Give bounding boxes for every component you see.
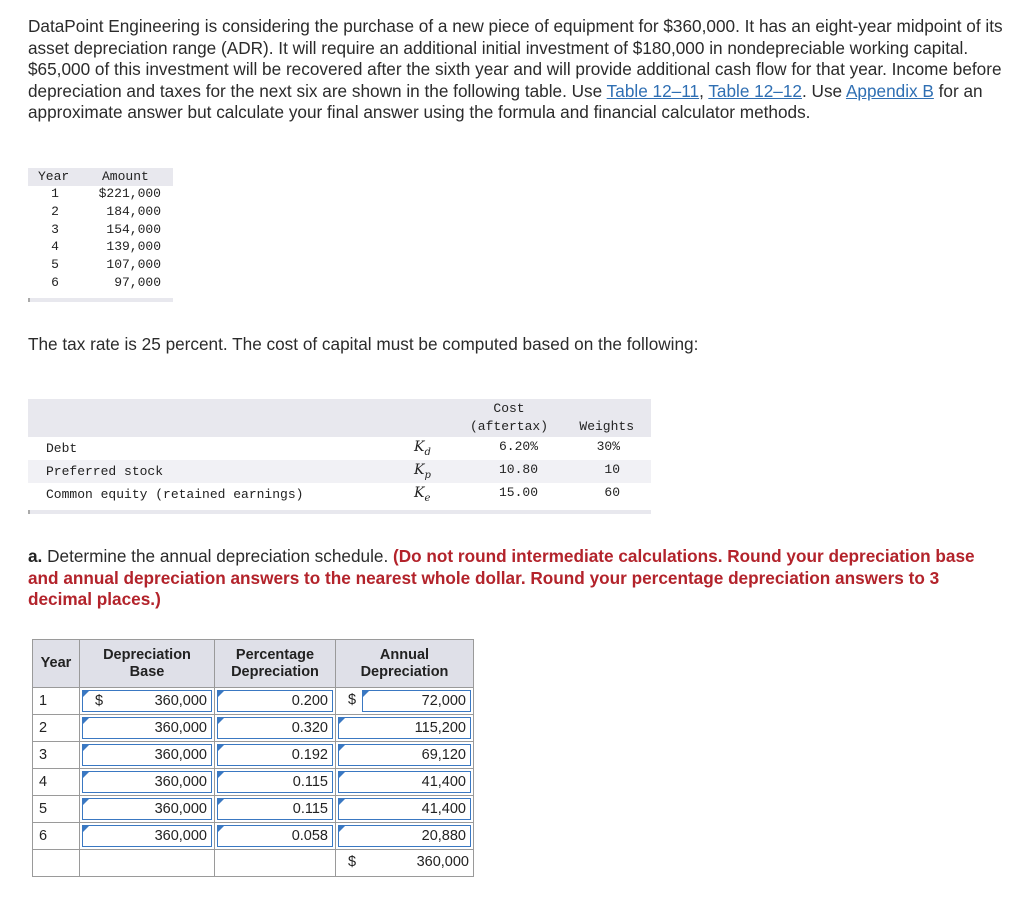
income-amount: 107,000 xyxy=(106,257,161,273)
percentage-depreciation-input[interactable] xyxy=(217,771,333,793)
percentage-depreciation-value: 0.192 xyxy=(291,747,328,763)
annual-depreciation-value: 41,400 xyxy=(421,774,466,790)
question-a xyxy=(28,546,1003,611)
income-year: 6 xyxy=(51,274,59,290)
annual-depreciation-total: 360,000 xyxy=(416,854,469,870)
dep-row xyxy=(33,688,474,715)
percentage-depreciation-input[interactable] xyxy=(217,690,333,712)
percentage-depreciation-input[interactable] xyxy=(217,825,333,847)
income-header-year: Year xyxy=(38,169,70,184)
income-amount: 139,000 xyxy=(106,239,161,255)
income-row xyxy=(28,257,173,275)
income-row xyxy=(28,239,173,257)
income-amount: 154,000 xyxy=(106,221,161,237)
depreciation-base-input[interactable] xyxy=(82,825,212,847)
capital-source-name: Common equity (retained earnings) xyxy=(46,487,304,502)
annual-depreciation-input[interactable] xyxy=(338,825,471,847)
question-label: a. xyxy=(28,546,43,566)
depreciation-base-value: 360,000 xyxy=(154,720,207,736)
income-amount: $221,000 xyxy=(98,186,161,201)
dep-row xyxy=(33,796,474,823)
income-table xyxy=(28,168,173,302)
capital-table-footer xyxy=(28,510,651,514)
dep-header-base: Depreciation Base xyxy=(80,640,215,688)
currency-symbol: $ xyxy=(348,854,357,870)
dep-total-row xyxy=(33,850,474,877)
income-year: 3 xyxy=(51,221,59,237)
dep-total-cell xyxy=(336,850,474,877)
annual-depreciation-input[interactable] xyxy=(338,744,471,766)
income-year: 2 xyxy=(51,203,59,219)
income-year: 5 xyxy=(51,257,59,273)
cost-of-capital-table xyxy=(28,399,651,514)
income-amount: 97,000 xyxy=(114,274,161,290)
depreciation-base-value: 360,000 xyxy=(154,774,207,790)
percentage-depreciation-value: 0.115 xyxy=(292,774,328,790)
dep-row xyxy=(33,742,474,769)
table-12-12-link[interactable]: Table 12–12 xyxy=(708,80,802,101)
capital-symbol: $K_p$ xyxy=(414,462,431,481)
depreciation-base-value: 360,000 xyxy=(154,693,207,709)
capital-weight: 30% xyxy=(596,439,620,454)
currency-symbol: $ xyxy=(348,692,357,708)
income-header-amount: Amount xyxy=(102,169,149,184)
percentage-depreciation-value: 0.115 xyxy=(292,801,328,817)
table-12-11-link[interactable]: Table 12–11 xyxy=(606,80,700,101)
problem-end: for an approximate answer but calculate your final answer using the formula and financial calculator methods. xyxy=(28,80,983,122)
capital-weight: 60 xyxy=(604,485,620,500)
depreciation-base-value: 360,000 xyxy=(154,828,207,844)
income-row xyxy=(28,222,173,240)
dep-row xyxy=(33,715,474,742)
problem-mid: . Use xyxy=(801,80,846,101)
dep-total-base-empty xyxy=(80,850,215,877)
annual-depreciation-value: 69,120 xyxy=(421,747,466,763)
percentage-depreciation-value: 0.320 xyxy=(291,720,328,736)
depreciation-base-input[interactable] xyxy=(82,717,212,739)
dep-year: 4 xyxy=(33,769,80,796)
income-row xyxy=(28,204,173,222)
percentage-depreciation-input[interactable] xyxy=(217,744,333,766)
capital-weight: 10 xyxy=(604,462,620,477)
percentage-depreciation-input[interactable] xyxy=(217,798,333,820)
annual-depreciation-input[interactable] xyxy=(338,717,471,739)
currency-symbol: $ xyxy=(95,693,104,709)
depreciation-base-input[interactable] xyxy=(82,771,212,793)
percentage-depreciation-value: 0.058 xyxy=(291,828,328,844)
income-row xyxy=(28,275,173,293)
capital-source-name: Preferred stock xyxy=(46,464,164,479)
annual-depreciation-value: 115,200 xyxy=(414,720,466,736)
dep-year: 3 xyxy=(33,742,80,769)
annual-depreciation-input[interactable] xyxy=(362,690,471,712)
annual-depreciation-input[interactable] xyxy=(338,798,471,820)
problem-statement xyxy=(28,16,1003,124)
capital-cost: 6.20% xyxy=(498,439,538,454)
depreciation-table xyxy=(32,639,474,877)
dep-header-year: Year xyxy=(33,640,80,688)
capital-table-header xyxy=(28,399,651,437)
dep-year: 2 xyxy=(33,715,80,742)
capital-cost: 10.80 xyxy=(498,462,538,477)
capital-row xyxy=(28,483,651,506)
dep-header-percentage: Percentage Depreciation xyxy=(215,640,336,688)
depreciation-base-value: 360,000 xyxy=(154,801,207,817)
annual-depreciation-value: 20,880 xyxy=(421,828,466,844)
appendix-b-link[interactable]: Appendix B xyxy=(845,80,934,101)
income-table-header xyxy=(28,168,173,186)
capital-row xyxy=(28,460,651,483)
percentage-depreciation-value: 0.200 xyxy=(291,693,328,709)
depreciation-base-input[interactable] xyxy=(82,744,212,766)
dep-total-pct-empty xyxy=(215,850,336,877)
annual-depreciation-input[interactable] xyxy=(338,771,471,793)
tax-rate-text: The tax rate is 25 percent. The cost of capital must be computed based on the following: xyxy=(28,334,699,354)
weights-header: Weights xyxy=(579,419,634,434)
annual-depreciation-value: 72,000 xyxy=(421,693,466,709)
problem-sep: , xyxy=(699,80,709,101)
income-amount: 184,000 xyxy=(106,203,161,219)
annual-depreciation-value: 41,400 xyxy=(421,801,466,817)
capital-row xyxy=(28,437,651,460)
question-instruction: (Do not round intermediate calculations. Round your depreciation base and annual depreciation answers to the nearest whole dollar. Round your percentage depreciation answers to 3 decimal places.) xyxy=(28,546,975,609)
depreciation-base-input[interactable] xyxy=(82,798,212,820)
income-row xyxy=(28,186,173,204)
cost-header-line1: Cost xyxy=(493,401,525,416)
income-year: 1 xyxy=(51,186,59,201)
dep-header-annual: Annual Depreciation xyxy=(336,640,474,688)
dep-row xyxy=(33,769,474,796)
depreciation-base-value: 360,000 xyxy=(154,747,207,763)
income-table-footer xyxy=(28,298,173,302)
depreciation-base-input[interactable] xyxy=(82,690,212,712)
question-text: Determine the annual depreciation schedule. xyxy=(42,546,394,566)
capital-cost: 15.00 xyxy=(498,485,538,500)
dep-row xyxy=(33,823,474,850)
capital-source-name: Debt xyxy=(46,441,78,456)
income-year: 4 xyxy=(51,239,59,255)
dep-year: 1 xyxy=(33,688,80,715)
cost-header-line2: (aftertax) xyxy=(469,419,548,434)
dep-year: 5 xyxy=(33,796,80,823)
dep-year: 6 xyxy=(33,823,80,850)
percentage-depreciation-input[interactable] xyxy=(217,717,333,739)
dep-total-year-empty xyxy=(33,850,80,877)
capital-symbol: $K_e$ xyxy=(414,485,431,504)
problem-intro: DataPoint Engineering is considering the purchase of a new piece of equipment for $360,000. It has an eight-year midpoint of its asset depreciation range (ADR). It will require an additional initial investment of $180,000 in nondepreciable working capital. $65,000 of this investment will be recovered after the sixth year and will provide additional cash flow for that year. Income before depreciation and taxes for the next six are shown in the following table. Use xyxy=(28,16,1003,101)
capital-symbol: $K_d$ xyxy=(414,439,431,458)
